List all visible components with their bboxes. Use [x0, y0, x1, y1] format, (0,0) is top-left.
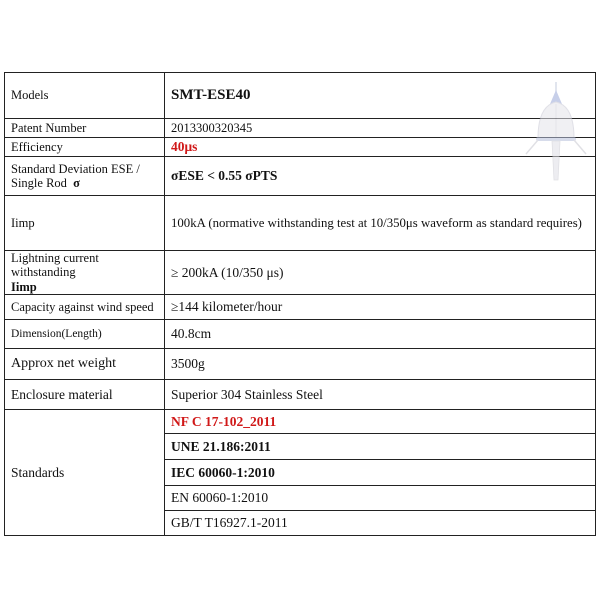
standard-item: GB/T T16927.1-2011: [165, 511, 596, 536]
table-row: [5, 196, 596, 251]
label-enclosure: Enclosure material: [5, 380, 165, 410]
table-row: [5, 251, 596, 295]
table-row: [5, 295, 596, 320]
label-wind-speed: Capacity against wind speed: [5, 295, 165, 320]
value-lightning-current: ≥ 200kA (10/350 μs): [165, 251, 596, 295]
label-standards: Standards: [5, 410, 165, 536]
label-line-2: [11, 176, 158, 190]
value-iimp: 100kA (normative withstanding test at 10/350μs waveform as standard requires): [165, 196, 596, 251]
label-line-2-text: Single Rod: [11, 176, 67, 190]
table-row: [5, 138, 596, 157]
value-enclosure: Superior 304 Stainless Steel: [165, 380, 596, 410]
label-net-weight: Approx net weight: [5, 349, 165, 380]
standard-item: IEC 60060-1:2010: [165, 460, 596, 486]
value-net-weight: 3500g: [165, 349, 596, 380]
value-standard-deviation: σESE < 0.55 σPTS: [165, 157, 596, 196]
table-row: [5, 320, 596, 349]
standard-item: UNE 21.186:2011: [165, 434, 596, 460]
spec-table: [4, 72, 596, 536]
label-line-2: Iimp: [11, 279, 37, 294]
label-models: Models: [5, 73, 165, 119]
standard-item: NF C 17-102_2011: [165, 410, 596, 434]
label-lightning-current: [5, 251, 165, 295]
value-efficiency: 40μs: [165, 138, 596, 157]
table-row: [5, 349, 596, 380]
label-standard-deviation: [5, 157, 165, 196]
label-dimension: Dimension(Length): [5, 320, 165, 349]
label-efficiency: Efficiency: [5, 138, 165, 157]
value-models: SMT-ESE40: [165, 73, 596, 119]
label-line-1: Lightning current withstanding: [11, 251, 99, 280]
standard-item: EN 60060-1:2010: [165, 486, 596, 511]
sigma-symbol: σ: [73, 176, 80, 190]
value-wind-speed: ≥144 kilometer/hour: [165, 295, 596, 320]
value-patent-number: 2013300320345: [165, 119, 596, 138]
label-patent-number: Patent Number: [5, 119, 165, 138]
table-row: [5, 380, 596, 410]
table-row: [5, 157, 596, 196]
table-row: [5, 410, 596, 434]
value-dimension: 40.8cm: [165, 320, 596, 349]
label-line-1: Standard Deviation ESE /: [11, 161, 140, 176]
label-iimp: Iimp: [5, 196, 165, 251]
table-row: [5, 73, 596, 119]
table-row: [5, 119, 596, 138]
